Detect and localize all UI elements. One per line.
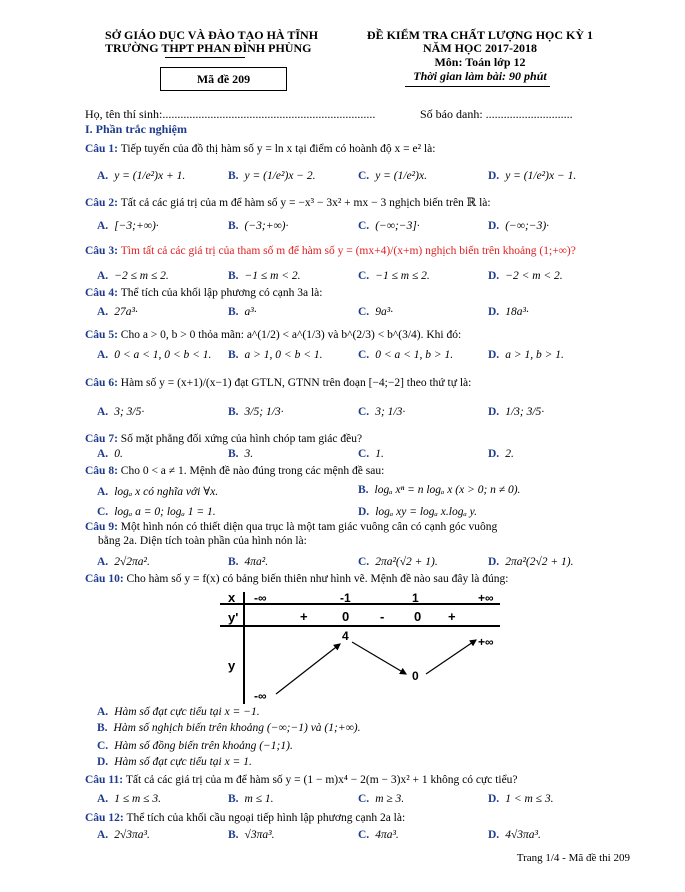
option-letter: A. (97, 349, 109, 361)
option-text: 3; 1/3· (375, 406, 406, 418)
option-letter: D. (488, 220, 500, 232)
question-label: Câu 3: (85, 245, 121, 257)
question-text: Thể tích của khối lập phương có cạnh 3a là: (120, 287, 323, 299)
option-letter: C. (358, 349, 370, 361)
option-c[interactable] (358, 306, 393, 318)
school-year: NĂM HỌC 2017-2018 (423, 41, 537, 55)
option-letter: A. (97, 793, 109, 805)
option-letter: A. (97, 270, 109, 282)
option-letter: D. (488, 829, 500, 841)
question-11 (85, 773, 605, 787)
page-footer: Trang 1/4 - Mã đề thi 209 (516, 852, 630, 864)
option-text: 2. (505, 448, 514, 460)
student-id-field[interactable]: Số báo danh: ............................. (420, 107, 573, 121)
option-b[interactable] (97, 722, 361, 734)
option-a[interactable] (97, 220, 159, 232)
option-text: 0 < a < 1, b > 1. (375, 349, 454, 361)
option-text: 4πa³. (375, 829, 399, 841)
bbt-x-label: x (228, 590, 236, 605)
option-b[interactable] (228, 349, 322, 361)
option-b[interactable] (228, 829, 274, 841)
option-d[interactable] (488, 170, 576, 182)
option-b[interactable] (228, 406, 284, 418)
option-text: −2 ≤ m ≤ 2. (114, 270, 169, 282)
question-label: Câu 7: (85, 433, 121, 445)
option-text: 1. (375, 448, 384, 460)
option-letter: A. (97, 220, 109, 232)
question-label: Câu 10: (85, 573, 127, 585)
question-text-cont: bằng 2a. Diện tích toàn phần của hình nón là: (98, 535, 307, 547)
option-letter: C. (97, 740, 109, 752)
option-text: y = (1/e²)x − 2. (244, 170, 316, 182)
option-text: 4πa². (244, 556, 269, 568)
option-letter: A. (97, 306, 109, 318)
option-a[interactable] (97, 484, 218, 498)
option-text: logₐ xy = logₐ x.logₐ y. (375, 506, 478, 518)
option-d[interactable] (488, 306, 529, 318)
option-text: 2πa²(2√2 + 1). (505, 556, 574, 568)
bbt-sign-3: 0 (414, 609, 422, 624)
option-d[interactable] (488, 793, 553, 805)
question-3 (85, 244, 605, 258)
option-text: y = (1/e²)x − 1. (505, 170, 577, 182)
question-label: Câu 4: (85, 287, 121, 299)
question-1 (85, 142, 605, 156)
option-text: 18a³· (505, 306, 529, 318)
option-a[interactable] (97, 556, 150, 568)
option-b[interactable] (228, 270, 301, 282)
bbt-arrow-up-2 (426, 640, 476, 674)
option-letter: D. (488, 270, 500, 282)
option-text: 1 < m ≤ 3. (505, 793, 554, 805)
option-text: (−∞;−3)· (505, 220, 550, 232)
question-text: Cho a > 0, b > 0 thỏa mãn: a^(1/2) < a^(1/3) và b^(2/3) < b^(3/4). Khi đó: (120, 329, 462, 341)
option-text: logₐ xⁿ = n logₐ x (x > 0; n ≠ 0). (374, 484, 521, 496)
question-label: Câu 5: (85, 329, 121, 341)
option-letter: A. (97, 829, 109, 841)
school-name: TRƯỜNG THPT PHAN ĐÌNH PHÙNG (105, 41, 312, 55)
option-letter: D. (488, 556, 500, 568)
option-text: 2√2πa². (114, 556, 150, 568)
bbt-sign-2: - (380, 609, 385, 624)
question-8 (85, 464, 605, 478)
option-letter: D. (488, 349, 500, 361)
question-text: Tiếp tuyến của đồ thị hàm số y = ln x tại điểm có hoành độ x = e² là: (120, 143, 436, 155)
option-a[interactable] (97, 306, 138, 318)
dept-name: SỞ GIÁO DỤC VÀ ĐÀO TẠO HÀ TĨNH (105, 28, 319, 42)
option-a[interactable] (97, 270, 169, 282)
option-text: 3/5; 1/3· (244, 406, 284, 418)
option-b[interactable] (228, 170, 316, 182)
option-b[interactable] (228, 306, 257, 318)
bbt-y-val-pos-inf: +∞ (478, 635, 494, 649)
option-text: (−∞;−3]· (375, 220, 420, 232)
option-letter: C. (358, 220, 370, 232)
option-c[interactable] (358, 793, 404, 805)
option-text: √3πa³. (244, 829, 275, 841)
question-text: Tất cả các giá trị của m để hàm số y = (1 − m)x⁴ − 2(m − 3)x² + 1 không có cực tiểu? (125, 774, 518, 786)
option-text: a³· (244, 306, 257, 318)
question-text: Một hình nón có thiết diện qua trục là một tam giác vuông cân có cạnh góc vuông (120, 521, 498, 533)
option-d[interactable] (488, 448, 514, 460)
option-c[interactable] (358, 270, 430, 282)
option-b[interactable] (358, 484, 520, 496)
question-2 (85, 196, 605, 210)
option-letter: D. (358, 506, 370, 518)
option-letter: B. (228, 793, 239, 805)
option-c[interactable] (358, 349, 453, 361)
question-7 (85, 432, 605, 446)
bbt-x-val-3: +∞ (478, 591, 494, 605)
option-a[interactable] (97, 406, 144, 418)
option-letter: B. (228, 829, 239, 841)
option-letter: B. (228, 270, 239, 282)
option-text: Hàm số đạt cực tiểu tại x = −1. (114, 706, 260, 718)
option-letter: B. (228, 406, 239, 418)
option-text: a > 1, b > 1. (505, 349, 564, 361)
question-label: Câu 2: (85, 197, 121, 209)
bbt-yp-label: y' (228, 610, 239, 625)
option-letter: A. (97, 406, 109, 418)
option-text: y = (1/e²)x + 1. (114, 170, 186, 182)
option-d[interactable] (488, 349, 564, 361)
question-text: Cho hàm số y = f(x) có bảng biến thiên như hình vẽ. Mệnh đề nào sau đây là đúng: (126, 573, 509, 585)
question-label: Câu 9: (85, 521, 121, 533)
option-letter: C. (358, 448, 370, 460)
option-text: m ≥ 3. (375, 793, 405, 805)
option-letter: C. (358, 170, 370, 182)
option-d[interactable] (97, 756, 252, 768)
option-c[interactable] (358, 829, 399, 841)
question-label: Câu 1: (85, 143, 121, 155)
option-letter: B. (358, 484, 369, 496)
question-5 (85, 328, 605, 342)
option-c[interactable] (358, 406, 405, 418)
option-text: −2 < m < 2. (505, 270, 563, 282)
option-d[interactable] (488, 220, 549, 232)
option-text: 1/3; 3/5· (505, 406, 545, 418)
bbt-y-val-min: 0 (412, 669, 419, 683)
option-letter: D. (97, 756, 109, 768)
question-text: Tìm tất cả các giá trị của tham số m để hàm số y = (mx+4)/(x+m) nghịch biến trên khoảng (1;+∞)? (120, 245, 576, 257)
option-letter: C. (97, 506, 109, 518)
bbt-arrow-down (352, 642, 406, 674)
option-text: Hàm số đạt cực tiểu tại x = 1. (114, 756, 252, 768)
option-letter: D. (488, 406, 500, 418)
bbt-sign-1: 0 (342, 609, 350, 624)
bbt-x-val-0: -∞ (254, 591, 267, 605)
option-text: 3. (244, 448, 254, 460)
bbt-y-val-max: 4 (342, 629, 349, 643)
option-text: Hàm số đồng biến trên khoảng (−1;1). (114, 740, 293, 752)
option-letter: D. (488, 306, 500, 318)
question-text: Số mặt phẳng đối xứng của hình chóp tam giác đều? (120, 433, 363, 445)
option-b[interactable] (228, 793, 274, 805)
bbt-arrow-up-1 (276, 644, 340, 694)
option-b[interactable] (228, 556, 268, 568)
bbt-sign-4: + (448, 609, 456, 624)
option-text: 9a³· (375, 306, 394, 318)
question-label: Câu 12: (85, 812, 127, 824)
option-letter: D. (488, 170, 500, 182)
question-label: Câu 6: (85, 377, 121, 389)
question-4 (85, 286, 605, 300)
option-letter: A. (97, 556, 109, 568)
option-text: 2πa²(√2 + 1). (375, 556, 438, 568)
option-b[interactable] (228, 448, 253, 460)
bbt-y-val-neg-inf: -∞ (254, 689, 267, 703)
option-text: 4√3πa³. (505, 829, 541, 841)
option-letter: B. (228, 306, 239, 318)
question-10 (85, 572, 605, 586)
option-letter: C. (358, 270, 370, 282)
option-text: −1 ≤ m ≤ 2. (375, 270, 430, 282)
option-text: 3; 3/5· (114, 406, 145, 418)
option-c[interactable] (358, 220, 420, 232)
option-text: 0 < a < 1, 0 < b < 1. (114, 349, 212, 361)
option-letter: A. (97, 170, 109, 182)
option-letter: B. (228, 170, 239, 182)
option-a[interactable] (97, 349, 211, 361)
section-title: I. Phần trắc nghiệm (85, 122, 187, 136)
option-letter: B. (228, 556, 239, 568)
option-text: logₐ a = 0; logₐ 1 = 1. (114, 506, 216, 518)
question-label: Câu 8: (85, 465, 121, 477)
option-letter: A. (97, 486, 109, 498)
duration-underline (405, 86, 550, 87)
option-letter: A. (97, 448, 109, 460)
option-letter: A. (97, 706, 109, 718)
option-c[interactable] (358, 448, 384, 460)
bbt-sign-0: + (300, 609, 308, 624)
option-text: −1 ≤ m < 2. (244, 270, 301, 282)
duration: Thời gian làm bài: 90 phút (413, 69, 547, 83)
option-a[interactable] (97, 706, 260, 718)
option-a[interactable] (97, 793, 161, 805)
option-text: 0. (114, 448, 123, 460)
option-text: 27a³· (114, 306, 138, 318)
option-text: [−3;+∞)· (114, 220, 159, 232)
option-letter: B. (228, 448, 239, 460)
question-6 (85, 376, 605, 390)
variation-table (220, 590, 500, 706)
option-d[interactable] (358, 506, 477, 518)
option-letter: C. (358, 306, 370, 318)
option-c[interactable] (358, 556, 438, 568)
option-letter: C. (358, 406, 370, 418)
option-c[interactable] (97, 740, 293, 752)
option-text: a > 1, 0 < b < 1. (244, 349, 323, 361)
bbt-x-val-1: -1 (340, 591, 351, 605)
option-d[interactable] (488, 829, 541, 841)
option-letter: B. (228, 220, 239, 232)
option-d[interactable] (488, 270, 563, 282)
option-letter: C. (358, 829, 370, 841)
option-letter: B. (97, 722, 108, 734)
option-letter: C. (358, 556, 370, 568)
bbt-y-label: y (228, 658, 236, 673)
option-text: m ≤ 1. (244, 793, 274, 805)
option-d[interactable] (488, 556, 574, 568)
bbt-x-val-2: 1 (412, 591, 419, 605)
question-12 (85, 811, 605, 825)
option-text: logₐ x có nghĩa với ∀x. (114, 486, 219, 498)
exam-title: ĐỀ KIỂM TRA CHẤT LƯỢNG HỌC KỲ 1 (366, 28, 594, 42)
option-letter: B. (228, 349, 239, 361)
option-a[interactable] (97, 829, 150, 841)
student-name-field[interactable]: Họ, tên thí sinh:....................................................................... (85, 107, 376, 121)
exam-code: Mã đề 209 (160, 67, 287, 91)
option-a[interactable] (97, 448, 123, 460)
option-text: 2√3πa³. (114, 829, 150, 841)
question-text: Thể tích của khối cầu ngoại tiếp hình lập phương cạnh 2a là: (126, 812, 406, 824)
option-letter: C. (358, 793, 370, 805)
question-text: Cho 0 < a ≠ 1. Mệnh đề nào đúng trong các mệnh đề sau: (120, 465, 385, 477)
option-text: Hàm số nghịch biến trên khoảng (−∞;−1) và (1;+∞). (113, 722, 361, 734)
option-text: 1 ≤ m ≤ 3. (114, 793, 161, 805)
option-letter: D. (488, 448, 500, 460)
option-letter: D. (488, 793, 500, 805)
question-label: Câu 11: (85, 774, 126, 786)
school-underline (165, 57, 245, 58)
option-c[interactable] (358, 170, 427, 182)
question-text: Hàm số y = (x+1)/(x−1) đạt GTLN, GTNN trên đoạn [−4;−2] theo thứ tự là: (120, 377, 472, 389)
option-d[interactable] (488, 406, 544, 418)
option-text: (−3;+∞)· (244, 220, 289, 232)
question-text: Tất cả các giá trị của m để hàm số y = −x³ − 3x² + mx − 3 nghịch biến trên ℝ là: (120, 197, 491, 209)
option-b[interactable] (228, 220, 288, 232)
option-a[interactable] (97, 170, 185, 182)
option-c[interactable] (97, 506, 216, 518)
subject: Môn: Toán lớp 12 (434, 55, 526, 69)
option-text: y = (1/e²)x. (375, 170, 427, 182)
question-9 (85, 520, 605, 534)
